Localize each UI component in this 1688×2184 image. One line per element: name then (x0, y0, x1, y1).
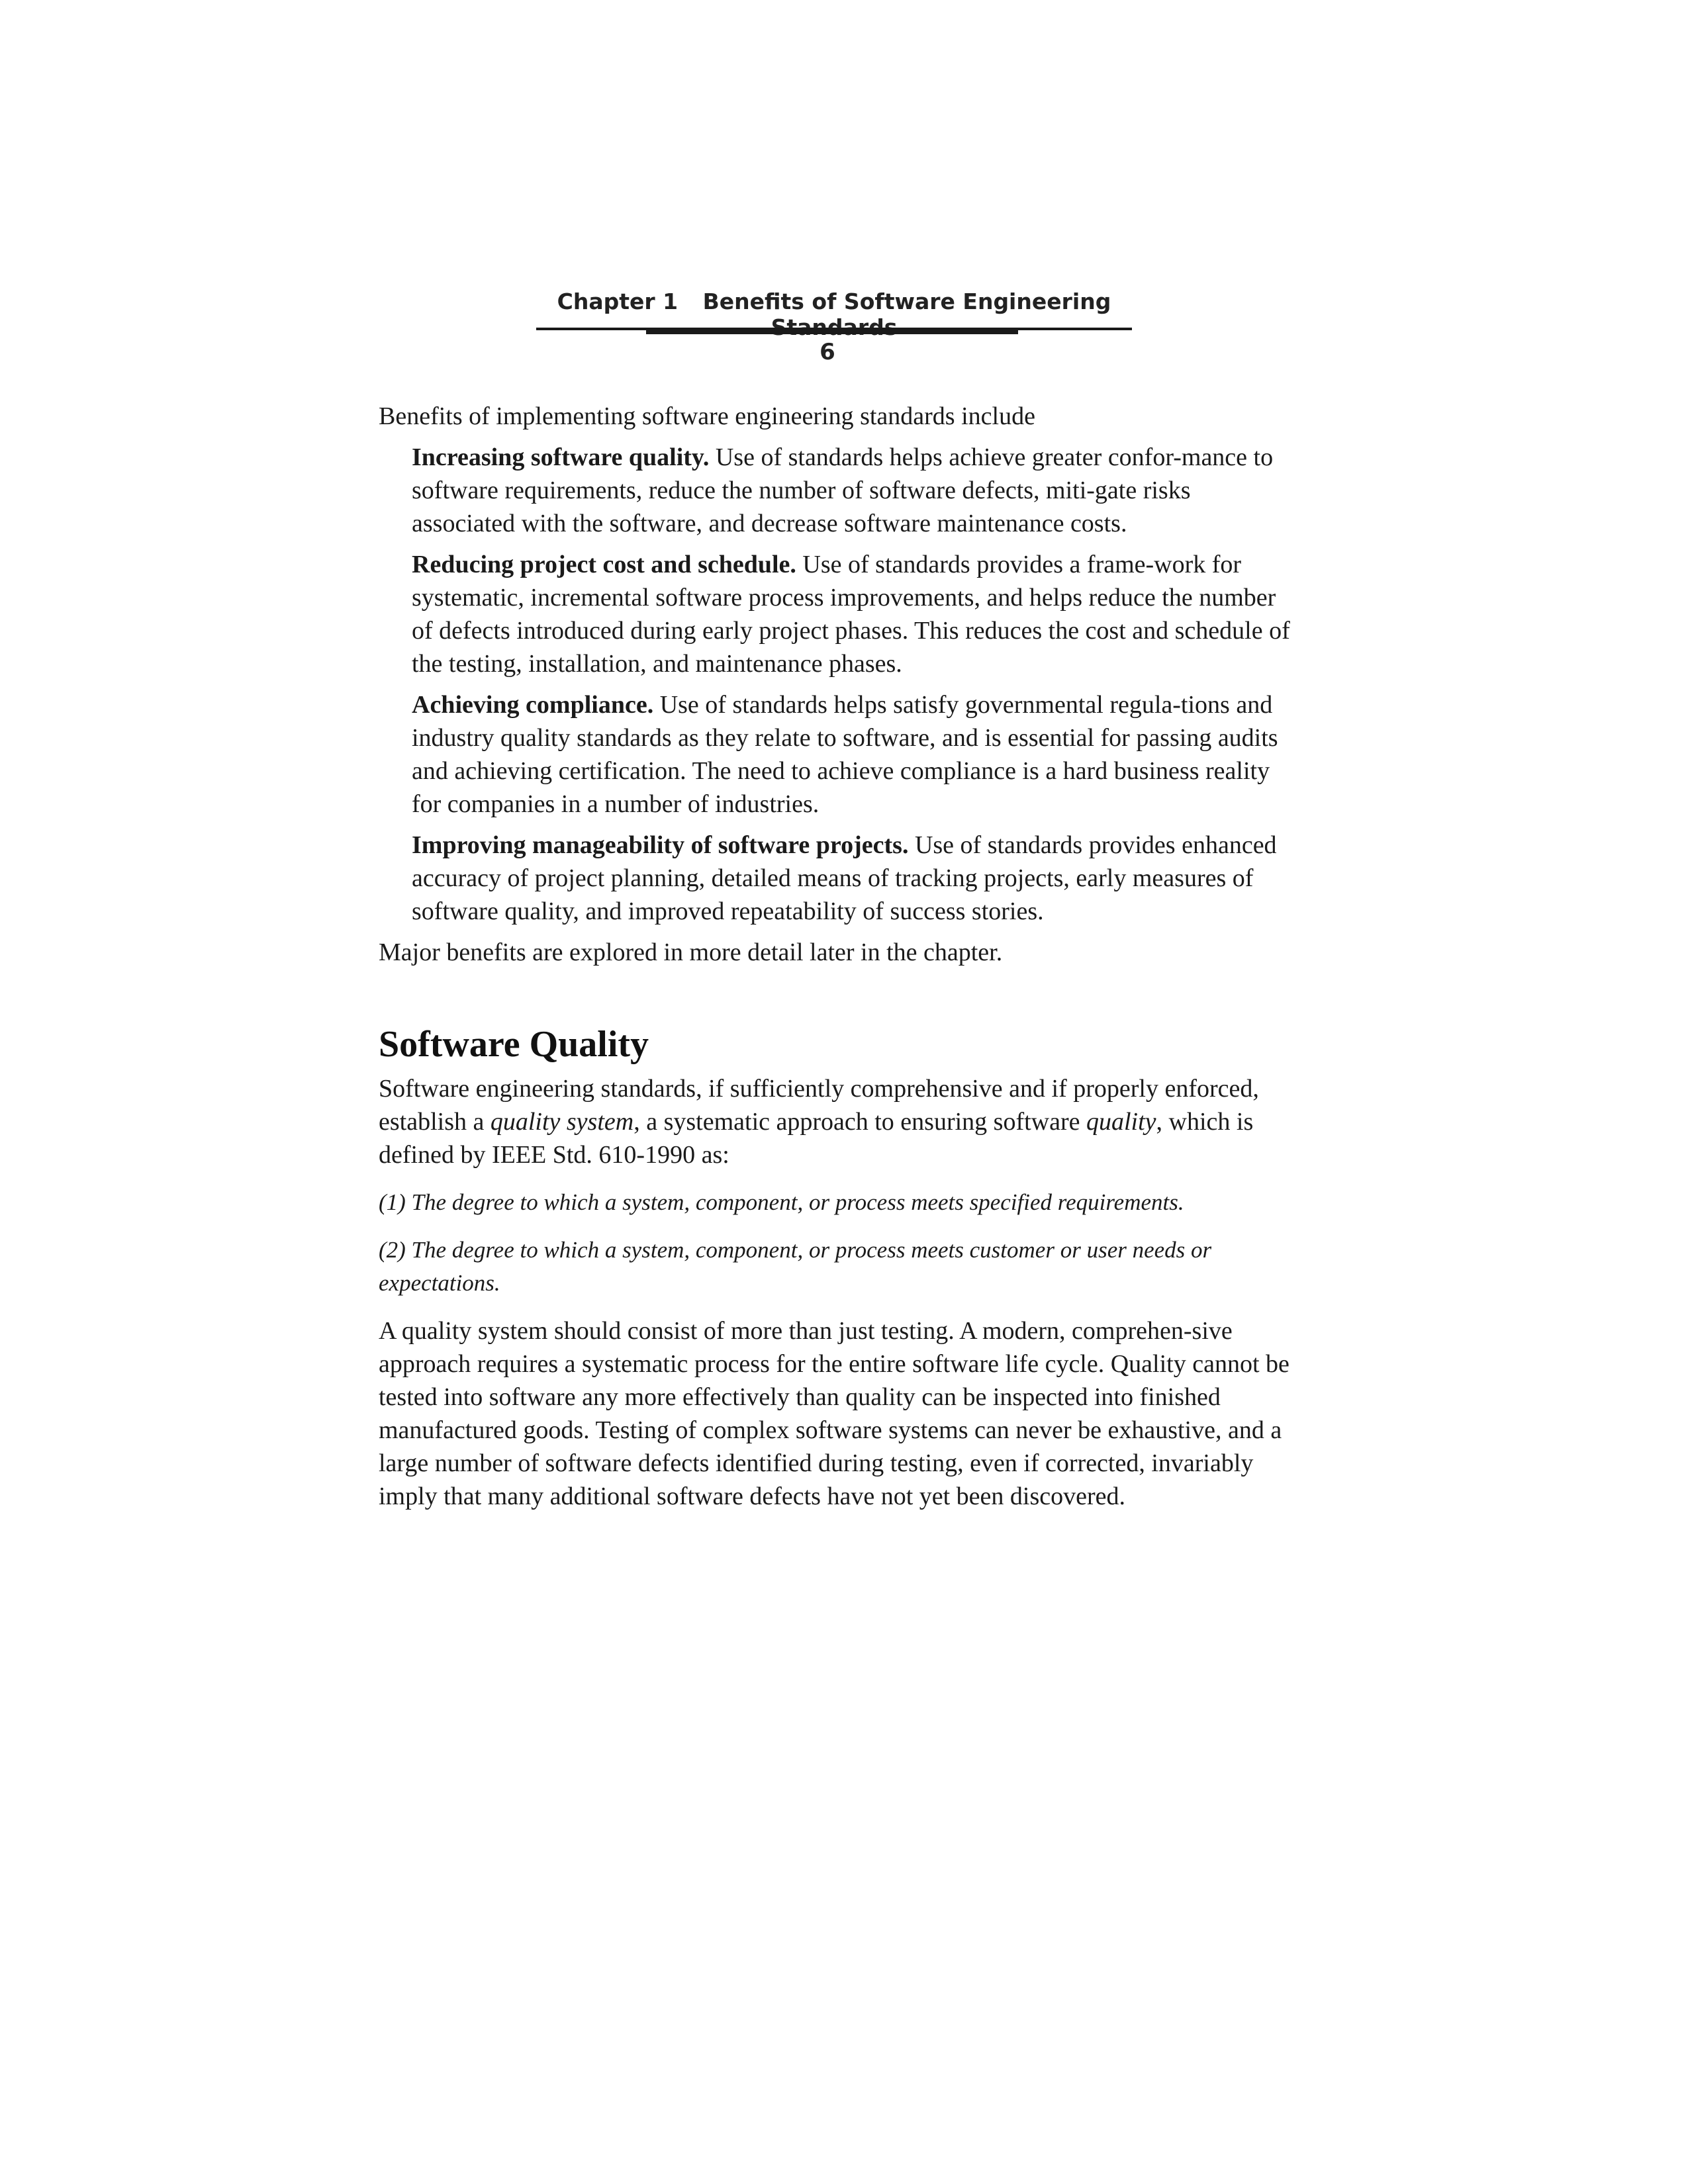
definition-2: (2) The degree to which a system, component, or process meets customer or user needs or expectations. (379, 1237, 1212, 1296)
text-run: , which is defined by IEEE Std. 610-1990 as: (379, 1108, 1254, 1169)
benefit-item (412, 548, 1292, 680)
benefit-text: Use of standards provides enhanced accuracy of project planning, detailed means of tracking projects, early measures of software quality, and improved repeatability of success stories. (412, 831, 1277, 925)
chapter-title: Benefits of Software Engineering (702, 289, 1111, 314)
benefit-text: Use of standards helps achieve greater confor-mance to software requirements, reduce the number of software defects, miti-gate risks associated with the software, and decrease software maintenance costs. (412, 443, 1274, 537)
benefit-text: Use of standards helps satisfy governmental regula-tions and industry quality standards as they relate to software, and is essential for passing audits and achieving certification. The need to achieve compliance is a hard business reality for companies in a number of industries. (412, 691, 1278, 818)
header-rule-accent (646, 328, 1018, 334)
benefit-item (412, 829, 1292, 928)
benefit-lead: Reducing project cost and schedule. (412, 551, 796, 578)
text-run: , a systematic approach to ensuring software (633, 1108, 1086, 1136)
intro-paragraph: Benefits of implementing software engineering standards include (379, 402, 1035, 430)
page-body (379, 400, 1292, 1527)
benefit-lead: Achieving compliance. (412, 691, 654, 719)
term-quality-system: quality system (490, 1108, 634, 1136)
term-quality: quality (1086, 1108, 1156, 1136)
benefit-item (412, 441, 1292, 540)
section-heading: Software Quality (379, 1024, 649, 1065)
benefit-text: Use of standards provides a frame-work for systematic, incremental software process improvements, and helps reduce the number of defects introduced during early project phases. This reduces the cost and schedule of the testing, installation, and maintenance phases. (412, 551, 1290, 678)
quality-paragraph (379, 1072, 1292, 1171)
outro-paragraph: Major benefits are explored in more detail later in the chapter. (379, 938, 1003, 966)
page-number: 6 (820, 339, 835, 365)
benefit-lead: Improving manageability of software projects. (412, 831, 909, 859)
chapter-label: Chapter 1 (557, 289, 679, 314)
definition-1: (1) The degree to which a system, component, or process meets specified requirements. (379, 1189, 1184, 1215)
testing-paragraph: A quality system should consist of more than just testing. A modern, comprehen-sive approach requires a systematic process for the entire software life cycle. Quality cannot be tested into software any more effectively than quality can be inspected into finished manufactured goods. Testing of complex software systems can never be exhaustive, and a large number of software defects identified during testing, even if corrected, invariably imply that many additional software defects have not yet been discovered. (379, 1317, 1289, 1510)
benefit-lead: Increasing software quality. (412, 443, 710, 471)
benefit-item (412, 688, 1292, 821)
text-run: Software engineering standards, if sufficiently comprehensive and if properly enforced, establish a (379, 1075, 1259, 1136)
